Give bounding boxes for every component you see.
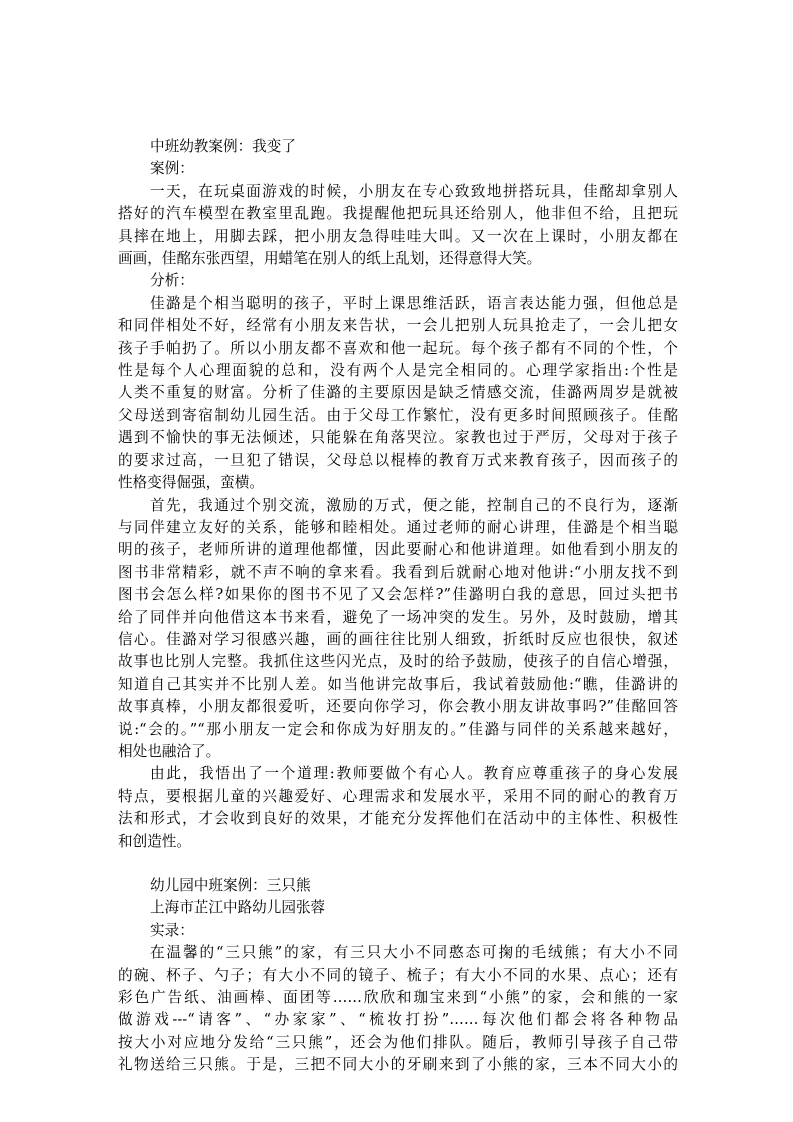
text-line: 法和形式，才会收到良好的效果，才能充分发挥他们在活动中的主体性、积极性 [118,810,678,828]
text-line: 相处也融洽了。 [118,742,221,760]
text-line: 说:“会的。”“那小朋友一定会和你成为好朋友的。”佳潞与同伴的关系越来越好， [118,720,678,738]
article2-author: 上海市芷江中路幼儿园张蓉 [150,899,326,917]
text-line: 做游戏---“请客”、“办家家”、“梳妆打扮”……每次他们都会将各种物品 [118,1011,678,1029]
analysis-label: 分析： [150,272,194,290]
text-line: 礼物送给三只熊。于是，三把不同大小的牙刷来到了小熊的家，三本不同大小的 [118,1056,678,1074]
text-line: 由此，我悟出了一个道理:教师要做个有心人。教育应尊重孩子的身心发展 [150,765,678,783]
text-line: 在温馨的“三只熊”的家，有三只大小不同憨态可掬的毛绒熊；有大小不同 [150,944,678,962]
case-paragraph [118,181,678,271]
text-line: 按大小对应地分发给“三只熊”，还会为他们排队。随后，教师引导孩子自己带 [118,1033,678,1051]
text-line: 遇到不愉快的事无法倾述，只能躲在角落哭泣。家教也过于严厉，父母对于孩子 [118,429,678,447]
text-line: 彩色广告纸、油画棒、面团等……欣欣和珈宝来到“小熊”的家，会和熊的一家 [118,989,678,1007]
text-line: 图书非常精彩，就不声不响的拿来看。我看到后就耐心地对他讲:“小朋友找不到 [118,563,678,581]
text-line: 明的孩子，老师所讲的道理他都懂，因此要耐心和他讲道理。如他看到小朋友的 [118,541,678,559]
text-line: 和创造性。 [118,832,191,850]
text-line: 的要求过高，一旦犯了错误，父母总以棍棒的教育万式来教育孩子，因而孩子的 [118,451,678,469]
text-line: 人类不重复的财富。分析了佳潞的主要原因是缺乏情感交流，佳潞两周岁是就被 [118,384,678,402]
analysis-paragraph [118,293,678,495]
text-line: 性是每个人心理面貌的总和，没有两个人是完全相同的。心理学家指出:个性是 [118,362,678,380]
first-paragraph [118,495,678,764]
section-gap [118,853,678,875]
text-line: 故事真棒，小朋友都很爱听，还要向你学习，你会教小朋友讲故事吗?”佳酩回答 [118,698,678,716]
record-paragraph [118,942,678,1076]
text-line: 具摔在地上，用脚去踩，把小朋友急得哇哇大叫。又一次在上课时，小朋友都在 [118,227,678,245]
text-line: 性格变得倔强，蛮横。 [118,474,264,492]
text-line: 故事也比别人完整。我抓住这些闪光点，及时的给予鼓励，使孩子的自信心增强， [118,653,678,671]
text-line: 父母送到寄宿制幼儿园生活。由于父母工作繁忙，没有更多时间照顾孩子。佳酩 [118,406,678,424]
text-line: 一天，在玩桌面游戏的时候，小朋友在专心致致地拼搭玩具，佳酩却拿别人 [150,182,678,200]
article2-title: 幼儿园中班案例：三只熊 [150,877,311,894]
text-line: 佳潞是个相当聪明的孩子，平时上课思维活跃，语言表达能力强，但他总是 [150,294,678,312]
text-line: 信心。佳潞对学习很感兴趣，画的画往往比别人细致，折纸时反应也很快，叙述 [118,630,678,648]
conclusion-paragraph [118,763,678,853]
text-line: 首先，我通过个别交流，激励的万式，便之能，控制自己的不良行为，逐渐 [150,496,678,514]
text-line: 特点，要根据儿童的兴趣爱好、心理需求和发展水平，采用不同的耐心的教育万 [118,787,678,805]
document-page [118,136,678,1077]
text-line: 和同伴相处不好，经常有小朋友来告状，一会儿把别人玩具抢走了，一会儿把女 [118,317,678,335]
text-line: 搭好的汽车模型在教室里乱跑。我提醒他把玩具还给别人，他非但不给，且把玩 [118,205,678,223]
case-label: 案例： [150,160,194,178]
text-line: 图书会怎么样?如果你的图书不见了又会怎样?”佳潞明白我的意思，回过头把书 [118,586,678,604]
text-line: 给了同伴并向他借这本书来看，避免了一场冲突的发生。另外，及时鼓励，增其 [118,608,678,626]
text-line: 孩子手帕扔了。所以小朋友都不喜欢和他一起玩。每个孩子都有不同的个性，个 [118,339,678,357]
text-line: 画画，佳酩东张西望，用蜡笔在别人的纸上乱划，还得意得大笑。 [118,250,542,268]
text-line: 知道自己其实并不比别人差。如当他讲完故事后，我试着鼓励他:“瞧，佳潞讲的 [118,675,678,693]
text-line: 的碗、杯子、勺子；有大小不同的镜子、梳子；有大小不同的水果、点心；还有 [118,966,678,984]
text-line: 与同伴建立友好的关系，能够和睦相处。通过老师的耐心讲理，佳潞是个相当聪 [118,518,678,536]
article1-title: 中班幼教案例：我变了 [150,138,296,155]
record-label: 实录： [150,921,194,939]
